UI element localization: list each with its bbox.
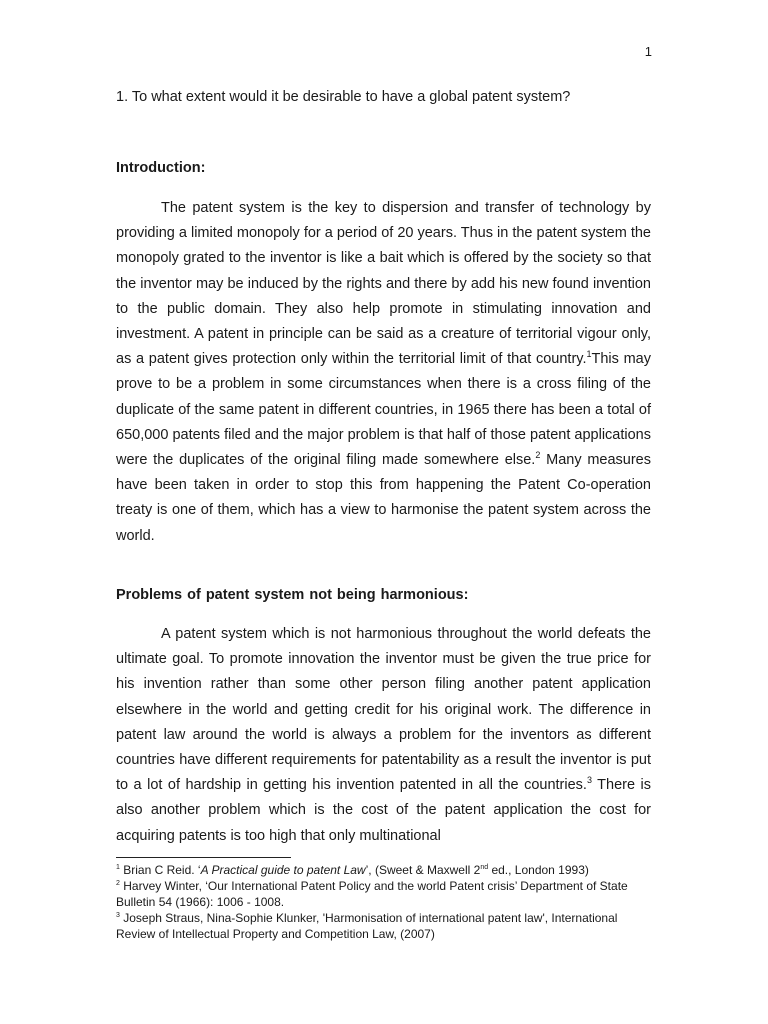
footnote-1	[116, 862, 656, 878]
introduction-paragraph	[116, 196, 651, 549]
footnote-book-title: A Practical guide to patent Law	[200, 863, 366, 877]
footnote-ref-1: 1	[586, 349, 592, 360]
problems-heading: Problems of patent system not being harmonious:	[116, 587, 469, 603]
intro-text-part1: The patent system is the key to dispersion and transfer of technology by providing a limited monopoly for a period of 20 years. Thus in the patent system the monopoly grated to the inventor is like a bait which is offered by the society so that the inventor may be induced by the rights and there by add his new found invention to the public domain. They also help promote in stimulating innovation and investment. A patent in principle can be said as a creature of territorial vigour only, as a patent gives protection only within the territorial limit of that country.	[116, 200, 651, 368]
footnotes	[116, 862, 656, 942]
footnote-3	[116, 910, 656, 942]
introduction-heading: Introduction:	[116, 160, 206, 176]
footnote-number: 3	[116, 912, 120, 919]
essay-question: 1. To what extent would it be desirable to have a global patent system?	[116, 89, 571, 105]
footnote-2	[116, 878, 656, 910]
page-number: 1	[644, 44, 652, 59]
problems-paragraph	[116, 622, 651, 849]
footnote-ordinal: nd	[480, 864, 489, 871]
footnote-text: Harvey Winter, ‘Our International Patent Policy and the world Patent crisis’ Department of State Bulletin 54 (1966): 1006 - 1008.	[116, 879, 628, 909]
footnote-text: ed., London 1993)	[488, 863, 589, 877]
footnote-ref-3: 3	[586, 775, 592, 786]
intro-text-part3: Many measures have been taken in order to stop this from happening the Patent Co-operation treaty is one of them, which has a view to harmonise the patent system across the world.	[116, 452, 651, 544]
intro-text-part2: This may prove to be a problem in some circumstances when there is a cross filing of the duplicate of the same patent in different countries, in 1965 there has been a total of 650,000 patents filed and the major problem is that half of those patent applications were the duplicates of the original filing made somewhere else.	[116, 351, 651, 469]
footnote-text: Brian C Reid. ‘	[119, 863, 201, 877]
footnote-number: 1	[116, 864, 120, 871]
footnote-number: 2	[116, 880, 120, 887]
footnote-text: ’, (Sweet & Maxwell 2	[365, 863, 481, 877]
problems-text-part1: A patent system which is not harmonious throughout the world defeats the ultimate goal. To promote innovation the inventor must be given the true price for his invention rather than some other person filing another patent application elsewhere in the world and getting credit for his original work. The difference in patent law around the world is always a problem for the inventors as different countries have different requirements for patentability as a result the inventor is put to a lot of hardship in getting his invention patented in all the countries.	[116, 626, 651, 794]
footnote-ref-2: 2	[535, 450, 541, 461]
footnote-separator	[116, 857, 291, 858]
problems-text-part2: There is also another problem which is the cost of the patent application the cost for acquiring patents is too high that only multinational	[116, 777, 651, 844]
footnote-text: Joseph Straus, Nina-Sophie Klunker, 'Harmonisation of international patent law', International Review of Intellectual Property and Competition Law, (2007)	[116, 911, 618, 941]
